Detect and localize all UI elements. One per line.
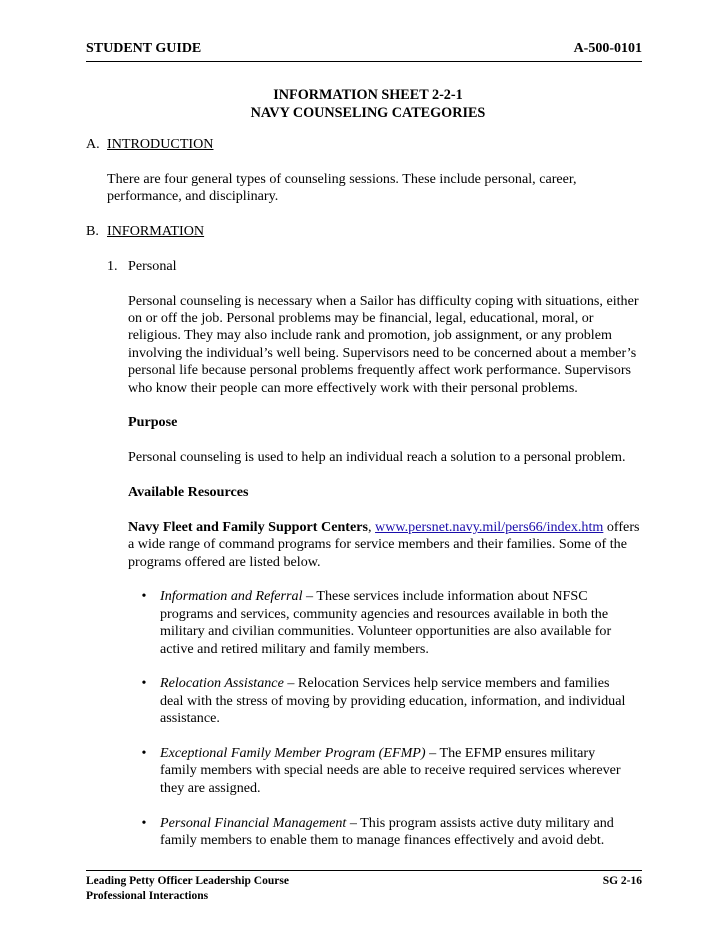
list-item bbox=[128, 815, 646, 850]
page-footer bbox=[86, 870, 642, 904]
programs-list bbox=[128, 588, 646, 849]
program-name: Relocation Assistance bbox=[160, 675, 284, 692]
program-text: – Relocation Services help service members and families deal with the stress of moving by providing education, information, and individual assistance. bbox=[160, 675, 626, 727]
bullet-glyph: • bbox=[141, 814, 147, 831]
bullet-glyph: • bbox=[141, 588, 147, 605]
section-a-title: INTRODUCTION bbox=[107, 136, 214, 152]
bullet-glyph: • bbox=[141, 675, 147, 692]
title-line-2: NAVY COUNSELING CATEGORIES bbox=[250, 105, 486, 121]
bullet-glyph: • bbox=[141, 745, 147, 762]
fleet-paragraph bbox=[128, 519, 646, 571]
program-text: – These services include information about NFSC programs and services, community agencies and resources available in both the military and civilian communities. Volunteer opportunities are also available for active and retired military and family members. bbox=[160, 588, 612, 657]
fleet-name: Navy Fleet and Family Support Centers bbox=[128, 518, 368, 535]
fleet-text: offers a wide range of command programs for service members and their families. Some of the programs offered are listed below. bbox=[128, 518, 640, 570]
purpose-label: Purpose bbox=[128, 414, 178, 431]
footer-course: Leading Petty Officer Leadership Course bbox=[86, 875, 289, 887]
program-name: Personal Financial Management bbox=[160, 814, 347, 831]
item-1-number: 1. bbox=[107, 257, 118, 274]
resources-label: Available Resources bbox=[128, 484, 249, 501]
program-text: – The EFMP ensures military family members with special needs are able to receive required services wherever they are assigned. bbox=[160, 745, 621, 796]
list-item bbox=[128, 675, 646, 727]
fleet-separator: , bbox=[367, 518, 376, 535]
footer-subtitle: Professional Interactions bbox=[86, 890, 209, 902]
document-body bbox=[86, 136, 646, 867]
section-b-title: INFORMATION bbox=[107, 223, 205, 239]
program-text: – This program assists active duty military and family members to enable them to manage finances effectively and avoid debt. bbox=[160, 814, 614, 849]
section-a-number: A. bbox=[86, 136, 100, 152]
purpose-text: Personal counseling is used to help an individual reach a solution to a personal problem. bbox=[128, 449, 626, 466]
item-1-title: Personal bbox=[128, 257, 177, 274]
footer-page-number: SG 2-16 bbox=[602, 875, 642, 887]
personal-paragraph: Personal counseling is necessary when a Sailor has difficulty coping with situations, either on or off the job. Personal problems may be financial, legal, educational, moral, or religious. They may also include rank and promotion, job assignment, or any problem involving the individual’s well being. Supervisors need to be concerned about a member’s personal life because personal problems frequently affect work performance. Supervisors who know their people can more effectively work with their personal problems. bbox=[128, 292, 639, 396]
section-b-heading bbox=[86, 223, 646, 240]
header-left: STUDENT GUIDE bbox=[86, 41, 202, 56]
page-title bbox=[86, 86, 642, 122]
program-name: Information and Referral bbox=[160, 588, 303, 605]
page-header bbox=[86, 40, 642, 62]
list-item bbox=[128, 745, 646, 797]
title-line-1: INFORMATION SHEET 2-2-1 bbox=[273, 87, 463, 103]
program-name: Exceptional Family Member Program (EFMP) bbox=[160, 745, 426, 762]
item-1-heading bbox=[107, 258, 646, 275]
section-a-heading bbox=[86, 136, 646, 153]
fleet-url-link[interactable]: www.persnet.navy.mil/pers66/index.htm bbox=[375, 518, 604, 535]
section-a-text: There are four general types of counseling sessions. These include personal, career, performance, and disciplinary. bbox=[107, 170, 577, 205]
section-b-number: B. bbox=[86, 223, 99, 239]
list-item bbox=[128, 588, 646, 658]
header-right: A-500-0101 bbox=[573, 41, 642, 56]
